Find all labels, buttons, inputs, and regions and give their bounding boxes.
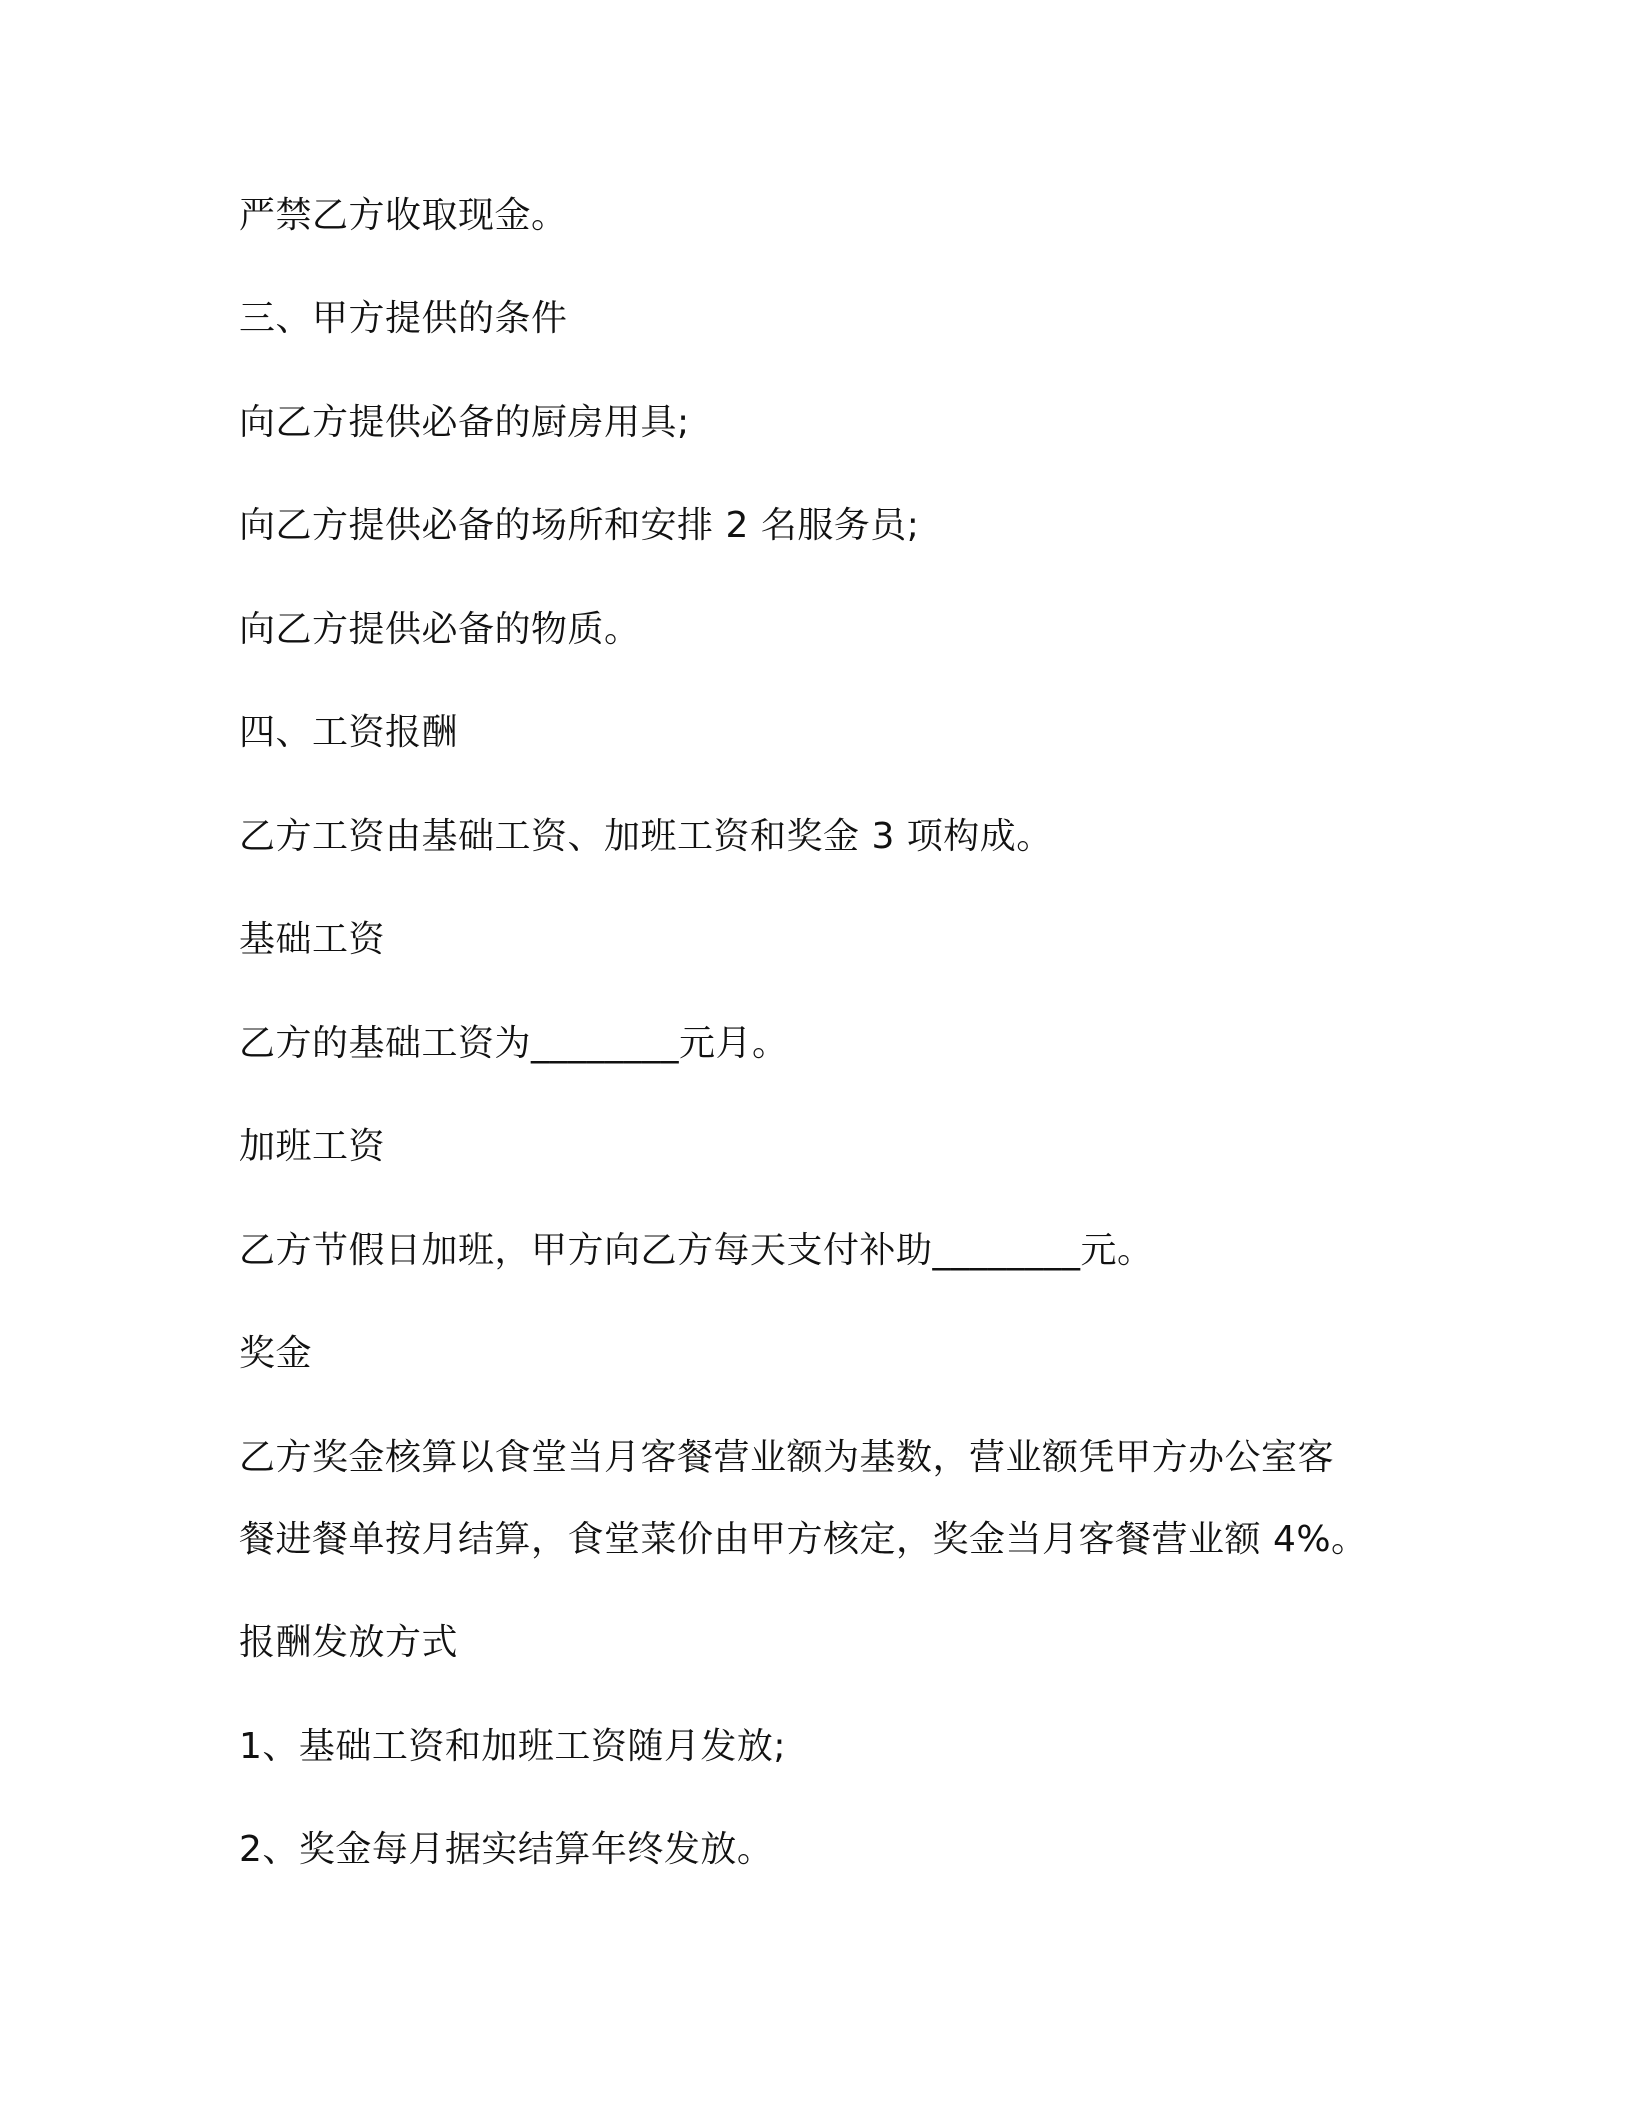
paragraph-bonus-calculation bbox=[239, 1437, 1379, 1560]
section-heading-salary: 四、工资报酬 bbox=[239, 712, 459, 753]
subheading-bonus: 奖金 bbox=[239, 1333, 313, 1374]
paragraph-bonus-line-2: 餐进餐单按月结算，食堂菜价由甲方核定，奖金当月客餐营业额 4%。 bbox=[239, 1519, 1368, 1560]
paragraph-salary-composition: 乙方工资由基础工资、加班工资和奖金 3 项构成。 bbox=[239, 816, 1053, 857]
subheading-base-salary: 基础工资 bbox=[239, 919, 386, 960]
paragraph-bonus-line-1: 乙方奖金核算以食堂当月客餐营业额为基数，营业额凭甲方办公室客 bbox=[239, 1437, 1335, 1478]
paragraph-kitchen-utensils: 向乙方提供必备的厨房用具; bbox=[239, 402, 690, 443]
subheading-overtime-pay: 加班工资 bbox=[239, 1126, 386, 1167]
paragraph-cash-ban: 严禁乙方收取现金。 bbox=[239, 195, 568, 236]
paragraph-payment-item-2: 2、奖金每月据实结算年终发放。 bbox=[239, 1829, 774, 1870]
paragraph-base-salary-amount: 乙方的基础工资为________元月。 bbox=[239, 1023, 789, 1064]
paragraph-supplies: 向乙方提供必备的物质。 bbox=[239, 609, 641, 650]
paragraph-venue-staff: 向乙方提供必备的场所和安排 2 名服务员; bbox=[239, 505, 920, 546]
paragraph-holiday-overtime: 乙方节假日加班，甲方向乙方每天支付补助________元。 bbox=[239, 1230, 1154, 1271]
section-heading-party-a-conditions: 三、甲方提供的条件 bbox=[239, 298, 568, 339]
subheading-payment-method: 报酬发放方式 bbox=[239, 1622, 459, 1663]
paragraph-payment-item-1: 1、基础工资和加班工资随月发放; bbox=[239, 1726, 787, 1767]
